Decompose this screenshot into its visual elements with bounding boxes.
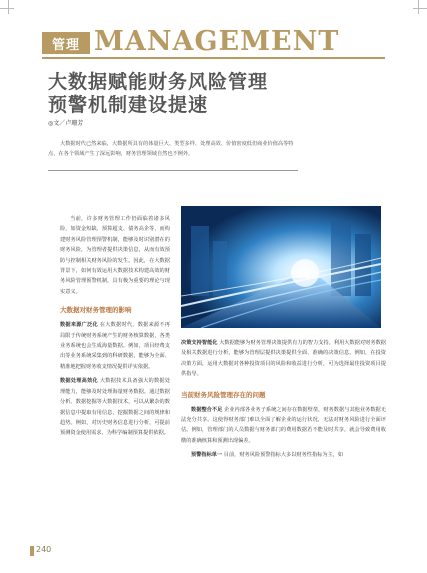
page-number-bar [30,546,34,556]
intro-paragraph: 当前，许多财务管理工作仍面临着诸多风险，如资金短缺、预算超支、债务高企等，而构建财务风险管理预警机制，能够及时识别潜在的财务风险，为管理者提供决策信息，从而有效预防与控制相关财务风险的发生。因此，在大数据背景下，如何有效运用大数据技术构建高效的财务风险管理预警机制，具有极为重要的理论与现实意义。 [60,216,170,295]
crop-mark [0,8,14,9]
right-column [181,338,386,461]
page-number: 240 [36,545,52,554]
section-heading-problems: 当前财务风险管理存在的问题 [181,390,266,399]
header-rule [42,57,385,59]
paragraph-indicators [181,450,386,460]
section-heading-impact: 大数据对财务管理的影响 [60,306,132,315]
paragraph-decision [181,338,386,380]
crop-mark [413,8,427,9]
abstract: 大数据时代已然来临，大数据所具有的体量巨大、类型多样、处理高效、价值密度低但商业价值高等特点，在各个领域产生了深远影响，财务管理领域自然也不例外。 [48,141,294,157]
section-word: MANAGEMENT [94,26,340,57]
lead-data-sources: 数据来源广泛化 [60,322,98,329]
left-column [60,214,170,439]
text-processing: 大数据技术具备强大的数据处理能力，能够及时处理海量财务数据。通过数据分析、数据挖掘等大数据技术，可以从繁杂的数据信息中提取有用信息，挖掘数据之间的规律和趋势。例如，对历史财务信息进行分析，可提前预测资金使用需求，为科学编制预算提供依据。 [60,378,170,437]
paragraph-processing [60,376,170,438]
lead-indicators: 预警指标单一 [191,452,223,459]
section-tag: 管理 [42,32,90,54]
lead-integration: 数据整合不足 [191,406,223,413]
text-data-sources: 在大数据时代，数据来源不再局限于传统财务系统产生的财务核算数据，各类业务系统也会生成海量数据。例如，项目经费支出等业务系统采集到的科研数据，能够为全面、精准地把握财务收支情况提供详实依据。 [60,322,170,370]
article-title-line1: 大数据赋能财务风险管理 [48,71,269,93]
city-light-image [181,206,381,328]
author-byline: ◎文／卢珊芳 [48,120,84,127]
crop-mark [8,0,9,14]
article-title-line2: 预警机制建设提速 [48,94,209,116]
crop-mark [418,0,419,14]
lead-decision: 决策支持智能化 [181,340,218,346]
article-photo [181,206,381,328]
lead-processing: 数据处理高效化 [60,378,98,385]
text-decision: 大数据能够为财务管理决策提供有力的智力支持。利用大数据对财务数据及相关数据进行分析，能够为管理层提供决策提供全面、准确的决策信息。例如，在投资决策方面，运用大数据对各种投资项目的风险和收益进行分析，可为选择最佳投资项目提供指导。 [181,340,386,378]
text-integration: 企业内部各业务子系统之间存在数据壁垒，财务数据与其他业务数据无法充分共享。这使得财务部门难以全面了解企业的运行状况，无法对财务风险进行全面评估。例如，管理部门的人员数据与财务部门的费用数据若不能及时共享，就会导致费用收缴的准确核算和预测出现偏差。 [181,406,386,444]
paragraph-integration [181,405,386,447]
abstract-rule [48,170,298,171]
paragraph-data-sources [60,320,170,372]
text-indicators: 目前，财务风险预警指标大多以财务性指标为主，如 [223,452,344,459]
